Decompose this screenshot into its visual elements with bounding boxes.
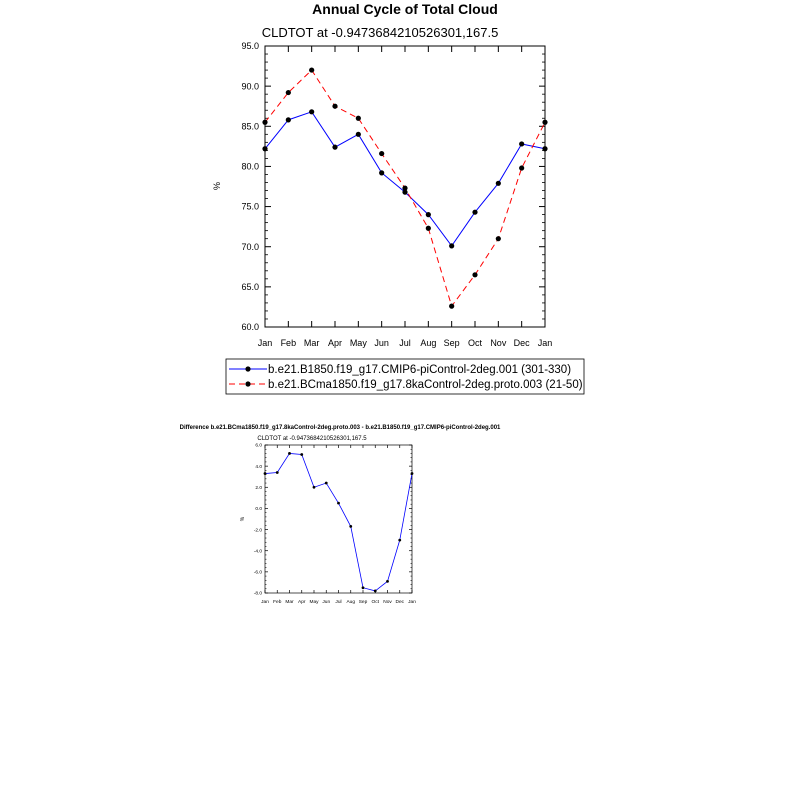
main-chart-xtick-label: Nov bbox=[490, 338, 507, 348]
main-chart-series-1-point bbox=[332, 145, 337, 150]
main-chart-ytick-label: 70.0 bbox=[241, 241, 259, 252]
main-chart-series-2-point bbox=[309, 67, 314, 72]
difference-chart-ytick-label: -4.0 bbox=[253, 549, 262, 555]
difference-chart-ytick-label: -8.0 bbox=[253, 591, 262, 597]
main-chart-series-1-point bbox=[286, 117, 291, 122]
main-chart-ytick-label: 85.0 bbox=[241, 121, 259, 132]
main-chart-series-1 bbox=[262, 109, 547, 248]
main-chart-series-1-point bbox=[262, 146, 267, 151]
main-chart-xtick-label: Jun bbox=[374, 338, 389, 348]
main-chart-xtick-label: Jan bbox=[257, 338, 273, 348]
difference-chart-series-1-point bbox=[288, 452, 291, 455]
difference-chart-xtick-label: Sep bbox=[358, 600, 368, 605]
difference-chart-xtick-label: Oct bbox=[371, 600, 379, 605]
main-chart-xtick-label: Oct bbox=[467, 338, 483, 348]
difference-chart-plot-frame bbox=[265, 445, 412, 593]
main-chart-ytick-label: 75.0 bbox=[241, 201, 259, 212]
difference-chart-series-1-point bbox=[264, 472, 267, 475]
difference-chart-series-1-point bbox=[398, 539, 401, 542]
main-chart-xtick-label: Dec bbox=[513, 338, 530, 348]
difference-chart-ytick-label: 6.0 bbox=[255, 443, 262, 449]
difference-chart-xtick-label: Jan bbox=[408, 600, 416, 605]
main-chart-series-1-point bbox=[519, 141, 524, 146]
legend-item-2 bbox=[229, 379, 583, 391]
difference-chart-series-1-point bbox=[325, 482, 328, 485]
legend-label: b.e21.B1850.f19_g17.CMIP6-piControl-2deg.001 (301-330) bbox=[268, 364, 572, 376]
difference-chart-xtick-label: Jan bbox=[261, 600, 269, 605]
difference-chart-ytick-label: -2.0 bbox=[253, 528, 262, 534]
main-chart-ytick-label: 60.0 bbox=[241, 322, 259, 333]
main-chart-ytick-label: 80.0 bbox=[241, 161, 259, 172]
main-chart-tick-labels bbox=[241, 41, 552, 348]
difference-chart-xtick-label: Dec bbox=[395, 600, 405, 605]
main-chart-xtick-label: May bbox=[349, 338, 367, 348]
main-chart-title: CLDTOT at -0.9473684210526301,167.5 bbox=[261, 25, 499, 40]
difference-chart-xtick-label: Mar bbox=[285, 600, 294, 605]
difference-chart-ytick-label: 4.0 bbox=[255, 464, 262, 470]
main-chart-series-1-point bbox=[449, 243, 454, 248]
legend-swatch-marker bbox=[245, 381, 250, 386]
main-chart-series-2-point bbox=[519, 165, 524, 170]
difference-chart-axes bbox=[265, 445, 412, 593]
difference-chart-xtick-label: Apr bbox=[298, 600, 306, 605]
legend-label: b.e21.BCma1850.f19_g17.8kaControl-2deg.proto.003 (21-50) bbox=[268, 379, 583, 391]
main-chart-series-2-point bbox=[356, 116, 361, 121]
main-chart-series-2-point bbox=[262, 120, 267, 125]
main-chart-xtick-label: Feb bbox=[280, 338, 297, 348]
main-chart-series-2-point bbox=[379, 151, 384, 156]
page-title: Annual Cycle of Total Cloud bbox=[312, 1, 498, 17]
main-chart bbox=[212, 25, 584, 394]
main-chart-series-1-point bbox=[542, 146, 547, 151]
difference-chart-series-1-point bbox=[411, 472, 414, 475]
main-chart-ylabel: % bbox=[212, 181, 222, 191]
difference-chart-ytick-label: -6.0 bbox=[253, 570, 262, 576]
difference-chart-xtick-label: Aug bbox=[346, 600, 356, 605]
main-chart-ytick-label: 90.0 bbox=[241, 81, 259, 92]
main-chart-series bbox=[262, 67, 547, 308]
main-chart-series-2-point bbox=[496, 236, 501, 241]
difference-chart-series-1-point bbox=[276, 471, 279, 474]
legend-item-1 bbox=[229, 364, 571, 376]
difference-chart-title: CLDTOT at -0.9473684210526301,167.5 bbox=[257, 436, 367, 442]
main-chart-ytick-label: 95.0 bbox=[241, 41, 259, 52]
main-chart-series-2-point bbox=[402, 186, 407, 191]
main-chart-series-2-point bbox=[542, 120, 547, 125]
main-chart-series-2 bbox=[262, 67, 547, 308]
difference-chart-suptitle: Difference b.e21.BCma1850.f19_g17.8kaControl-2deg.proto.003 - b.e21.B1850.f19_g17.CMIP6-piControl-2deg.001 bbox=[179, 425, 501, 431]
difference-chart-series-1-point bbox=[386, 580, 389, 583]
legend bbox=[226, 359, 584, 394]
difference-chart-tick-labels bbox=[254, 443, 416, 605]
main-chart-xtick-label: Jul bbox=[399, 338, 411, 348]
difference-chart-xtick-label: Nov bbox=[383, 600, 392, 605]
main-chart-xtick-label: Aug bbox=[420, 338, 437, 348]
main-chart-series-1-point bbox=[356, 132, 361, 137]
main-chart-xtick-label: Apr bbox=[327, 338, 343, 348]
main-chart-series-1-point bbox=[496, 181, 501, 186]
difference-chart-ylabel: % bbox=[240, 516, 246, 522]
main-chart-ytick-label: 65.0 bbox=[241, 282, 259, 293]
main-chart-series-2-point bbox=[472, 272, 477, 277]
difference-chart-xtick-label: May bbox=[309, 600, 319, 605]
difference-chart bbox=[180, 425, 501, 605]
difference-chart-xtick-label: Jun bbox=[322, 600, 331, 605]
difference-chart-ytick-label: 0.0 bbox=[255, 507, 262, 513]
difference-chart-xtick-label: Jul bbox=[335, 600, 342, 605]
difference-chart-series-1-point bbox=[374, 589, 377, 592]
main-chart-series-2-point bbox=[332, 104, 337, 109]
main-chart-series-2-point bbox=[286, 90, 291, 95]
difference-chart-series-1-point bbox=[349, 525, 352, 528]
difference-chart-series-1-point bbox=[362, 586, 365, 589]
difference-chart-series bbox=[264, 452, 414, 592]
legend-swatch-marker bbox=[245, 366, 250, 371]
difference-chart-series-1-line bbox=[265, 453, 412, 590]
main-chart-xtick-label: Mar bbox=[303, 338, 320, 348]
main-chart-series-1-point bbox=[472, 210, 477, 215]
main-chart-series-2-point bbox=[426, 226, 431, 231]
main-chart-series-1-point bbox=[309, 109, 314, 114]
difference-chart-ytick-label: 2.0 bbox=[255, 485, 262, 491]
difference-chart-series-1-point bbox=[300, 453, 303, 456]
difference-chart-series-1 bbox=[264, 452, 414, 592]
main-chart-series-1-point bbox=[426, 212, 431, 217]
difference-chart-series-1-point bbox=[313, 486, 316, 489]
main-chart-xtick-label: Sep bbox=[443, 338, 460, 348]
difference-chart-series-1-point bbox=[337, 502, 340, 505]
main-chart-series-1-line bbox=[265, 112, 545, 246]
main-chart-series-1-point bbox=[379, 170, 384, 175]
main-chart-series-2-point bbox=[449, 304, 454, 309]
main-chart-xtick-label: Jan bbox=[537, 338, 553, 348]
difference-chart-xtick-label: Feb bbox=[273, 600, 282, 605]
